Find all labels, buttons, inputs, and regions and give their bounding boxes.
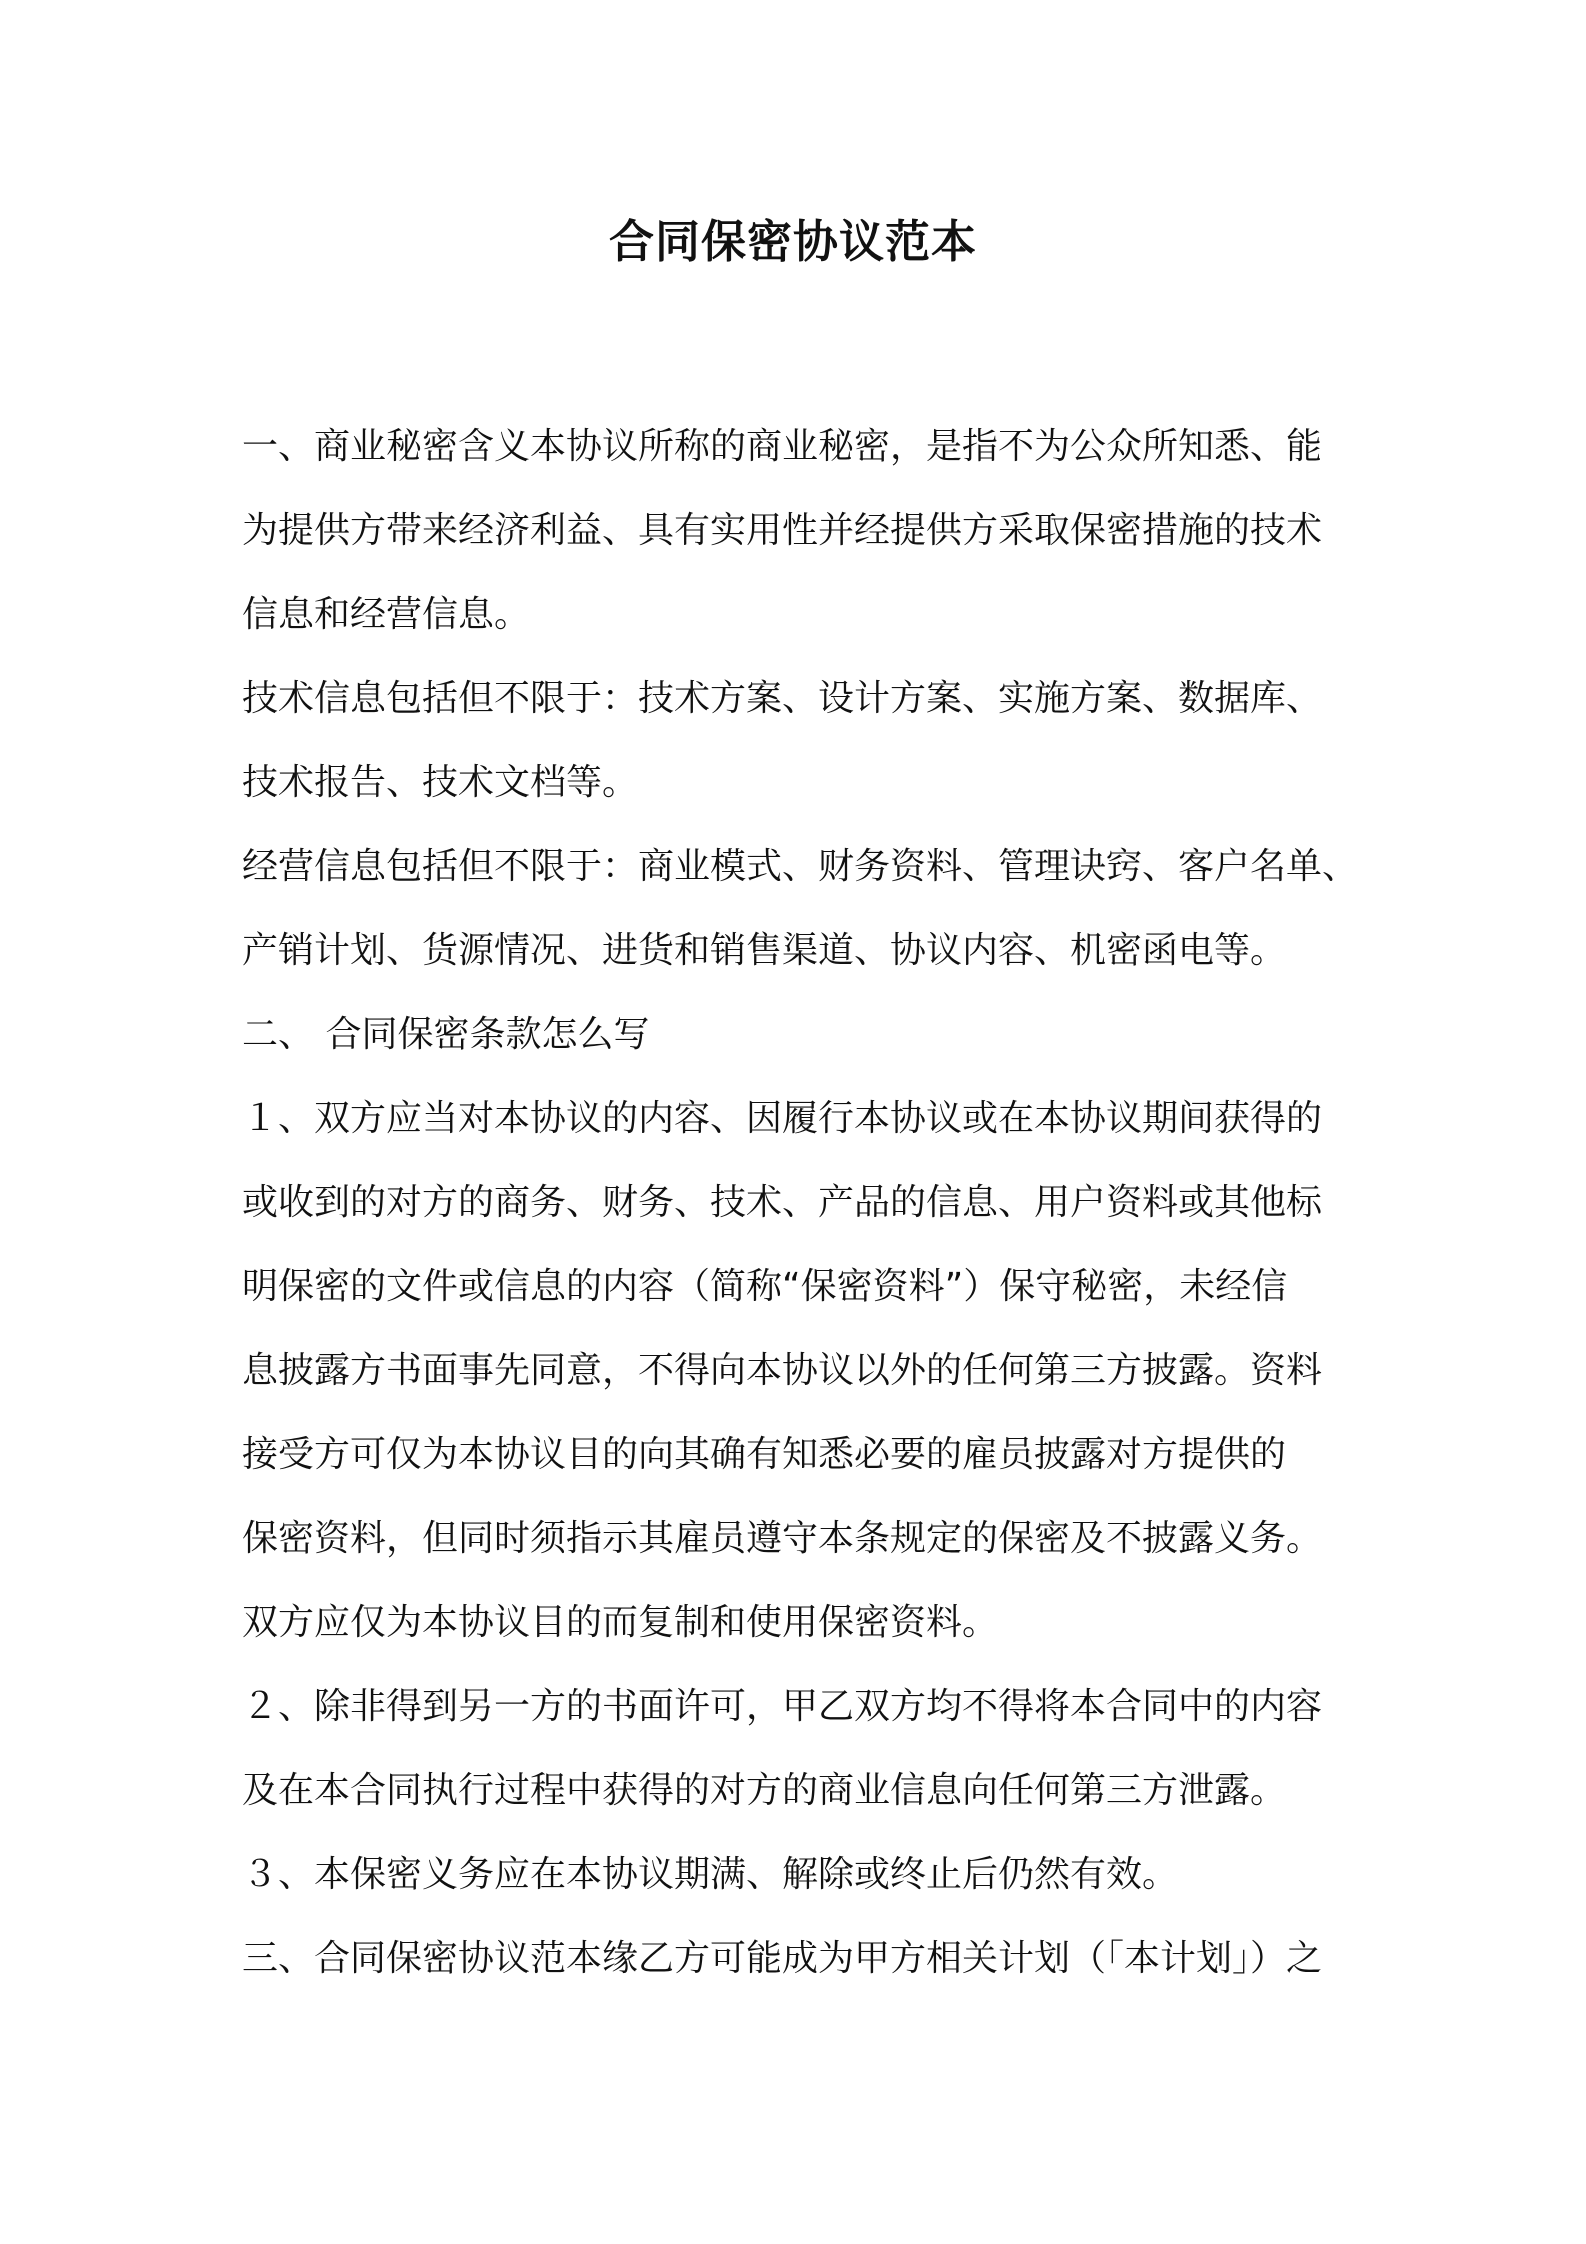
paragraph-line: 经营信息包括但不限于：商业模式、财务资料、管理诀窍、客户名单、 xyxy=(242,846,1359,887)
section-heading: 二、 合同保密条款怎么写 xyxy=(242,1014,650,1055)
paragraph-line: １、双方应当对本协议的内容、因履行本协议或在本协议期间获得的 xyxy=(242,1098,1323,1139)
paragraph-line: 三、合同保密协议范本缘乙方可能成为甲方相关计划（「本计划」）之 xyxy=(242,1938,1323,1979)
paragraph-line: ３、本保密义务应在本协议期满、解除或终止后仍然有效。 xyxy=(242,1854,1179,1895)
paragraph-line: 保密资料，但同时须指示其雇员遵守本条规定的保密及不披露义务。 xyxy=(242,1518,1323,1559)
paragraph-line: 或收到的对方的商务、财务、技术、产品的信息、用户资料或其他标 xyxy=(242,1182,1323,1223)
paragraph-line: 一、商业秘密含义本协议所称的商业秘密，是指不为公众所知悉、能 xyxy=(242,426,1323,467)
paragraph-line: 接受方可仅为本协议目的向其确有知悉必要的雇员披露对方提供的 xyxy=(242,1434,1287,1475)
paragraph-line: 及在本合同执行过程中获得的对方的商业信息向任何第三方泄露。 xyxy=(242,1770,1287,1811)
paragraph-line: 产销计划、货源情况、进货和销售渠道、协议内容、机密函电等。 xyxy=(242,930,1287,971)
paragraph-line: 明保密的文件或信息的内容（简称“保密资料”）保守秘密，未经信 xyxy=(242,1266,1288,1307)
paragraph-line: 技术信息包括但不限于：技术方案、设计方案、实施方案、数据库、 xyxy=(242,678,1323,719)
paragraph-line: 技术报告、技术文档等。 xyxy=(242,762,639,803)
document-body xyxy=(242,405,1362,2001)
paragraph-line: 为提供方带来经济利益、具有实用性并经提供方采取保密措施的技术 xyxy=(242,510,1323,551)
paragraph-line: 信息和经营信息。 xyxy=(242,594,531,635)
paragraph-line: 息披露方书面事先同意，不得向本协议以外的任何第三方披露。资料 xyxy=(242,1350,1323,1391)
document-title: 合同保密协议范本 xyxy=(608,215,977,268)
paragraph-line: 双方应仅为本协议目的而复制和使用保密资料。 xyxy=(242,1602,999,1643)
paragraph-line: ２、除非得到另一方的书面许可，甲乙双方均不得将本合同中的内容 xyxy=(242,1686,1323,1727)
